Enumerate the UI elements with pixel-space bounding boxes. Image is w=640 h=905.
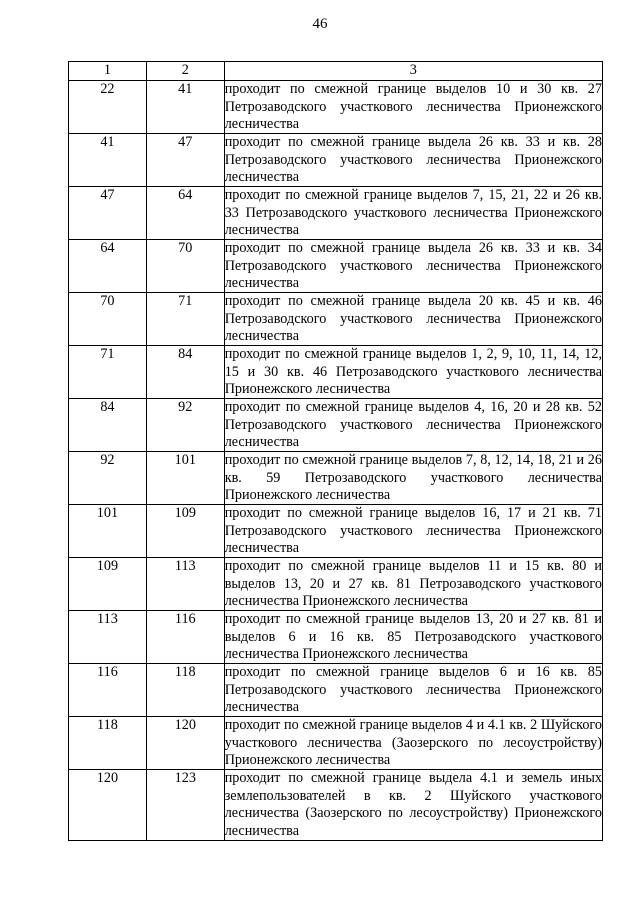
to-point: 92 (146, 399, 224, 452)
boundary-description (224, 558, 602, 611)
boundary-description (224, 452, 602, 505)
from-point: 84 (69, 399, 147, 452)
boundary-description-text: проходит по смежной границе выдела 26 кв. 33 и кв. 34 Петрозаводского участкового лесничества Прионежского лесничества (224, 240, 602, 292)
from-point: 113 (69, 611, 147, 664)
from-point: 41 (69, 134, 147, 187)
table-row (69, 81, 603, 134)
table-row (69, 664, 603, 717)
table-row (69, 717, 603, 770)
boundary-description (224, 505, 602, 558)
to-point: 120 (146, 717, 224, 770)
from-point: 70 (69, 293, 147, 346)
table-row (69, 293, 603, 346)
from-point: 116 (69, 664, 147, 717)
boundary-description-text: проходит по смежной границе выделов 6 и 16 кв. 85 Петрозаводского участкового лесничества Прионежского лесничества (224, 664, 602, 716)
boundary-description-text: проходит по смежной границе выделов 10 и 30 кв. 27 Петрозаводского участкового лесничества Прионежского лесничества (224, 81, 602, 133)
to-point: 47 (146, 134, 224, 187)
table-row (69, 770, 603, 841)
to-point: 71 (146, 293, 224, 346)
from-point: 120 (69, 770, 147, 841)
to-point: 101 (146, 452, 224, 505)
boundary-description (224, 134, 602, 187)
boundary-description-text: проходит по смежной границе выделов 7, 8, 12, 14, 18, 21 и 26 кв. 59 Петрозаводского участкового лесничества Прионежского лесничества (224, 452, 602, 504)
to-point: 41 (146, 81, 224, 134)
table-row (69, 240, 603, 293)
boundary-description (224, 399, 602, 452)
boundary-description-text: проходит по смежной границе выделов 16, 17 и 21 кв. 71 Петрозаводского участкового лесничества Прионежского лесничества (224, 505, 602, 557)
boundary-description-text: проходит по смежной границе выделов 1, 2, 9, 10, 11, 14, 12, 15 и 30 кв. 46 Петрозаводского участкового лесничества Прионежского лесничества (224, 346, 602, 398)
table-row (69, 399, 603, 452)
boundary-description (224, 81, 602, 134)
page-number: 46 (312, 16, 328, 32)
boundary-description-text: проходит по смежной границе выделов 7, 15, 21, 22 и 26 кв. 33 Петрозаводского участкового лесничества Прионежского лесничества (224, 187, 602, 239)
boundary-description (224, 611, 602, 664)
boundary-description (224, 187, 602, 240)
from-point: 47 (69, 187, 147, 240)
to-point: 64 (146, 187, 224, 240)
table-row (69, 558, 603, 611)
boundary-description-text: проходит по смежной границе выдела 4.1 и земель иных землепользователей в кв. 2 Шуйского участкового лесничества (Заозерского по лесоустройству) Прионежского лесничества (224, 770, 602, 839)
column-header-3: 3 (224, 62, 602, 81)
from-point: 92 (69, 452, 147, 505)
table-header-row (69, 62, 603, 81)
boundary-description (224, 664, 602, 717)
boundary-description (224, 717, 602, 770)
table-row (69, 346, 603, 399)
boundary-description-text: проходит по смежной границе выделов 4 и 4.1 кв. 2 Шуйского участкового лесничества (Заозерского по лесоустройству) Прионежского лесничества (224, 717, 602, 769)
from-point: 22 (69, 81, 147, 134)
table-row (69, 452, 603, 505)
to-point: 109 (146, 505, 224, 558)
from-point: 64 (69, 240, 147, 293)
to-point: 113 (146, 558, 224, 611)
table-row (69, 187, 603, 240)
table-row (69, 134, 603, 187)
boundary-description (224, 240, 602, 293)
table-row (69, 505, 603, 558)
from-point: 109 (69, 558, 147, 611)
boundary-description-text: проходит по смежной границе выдела 26 кв. 33 и кв. 28 Петрозаводского участкового лесничества Прионежского лесничества (224, 134, 602, 186)
to-point: 123 (146, 770, 224, 841)
boundary-description-text: проходит по смежной границе выделов 13, 20 и 27 кв. 81 и выделов 6 и 16 кв. 85 Петрозаводского участкового лесничества Прионежского лесничества (224, 611, 602, 663)
boundary-description (224, 346, 602, 399)
boundary-description-text: проходит по смежной границе выдела 20 кв. 45 и кв. 46 Петрозаводского участкового лесничества Прионежского лесничества (224, 293, 602, 345)
boundary-table (68, 61, 603, 841)
table-row (69, 611, 603, 664)
column-header-1: 1 (69, 62, 147, 81)
boundary-description-text: проходит по смежной границе выделов 4, 16, 20 и 28 кв. 52 Петрозаводского участкового лесничества Прионежского лесничества (224, 399, 602, 451)
from-point: 71 (69, 346, 147, 399)
boundary-description (224, 293, 602, 346)
from-point: 118 (69, 717, 147, 770)
to-point: 116 (146, 611, 224, 664)
boundary-description-text: проходит по смежной границе выделов 11 и 15 кв. 80 и выделов 13, 20 и 27 кв. 81 Петрозаводского участкового лесничества Прионежского лесничества (224, 558, 602, 610)
from-point: 101 (69, 505, 147, 558)
boundary-description (224, 770, 602, 841)
to-point: 70 (146, 240, 224, 293)
to-point: 118 (146, 664, 224, 717)
column-header-2: 2 (146, 62, 224, 81)
to-point: 84 (146, 346, 224, 399)
